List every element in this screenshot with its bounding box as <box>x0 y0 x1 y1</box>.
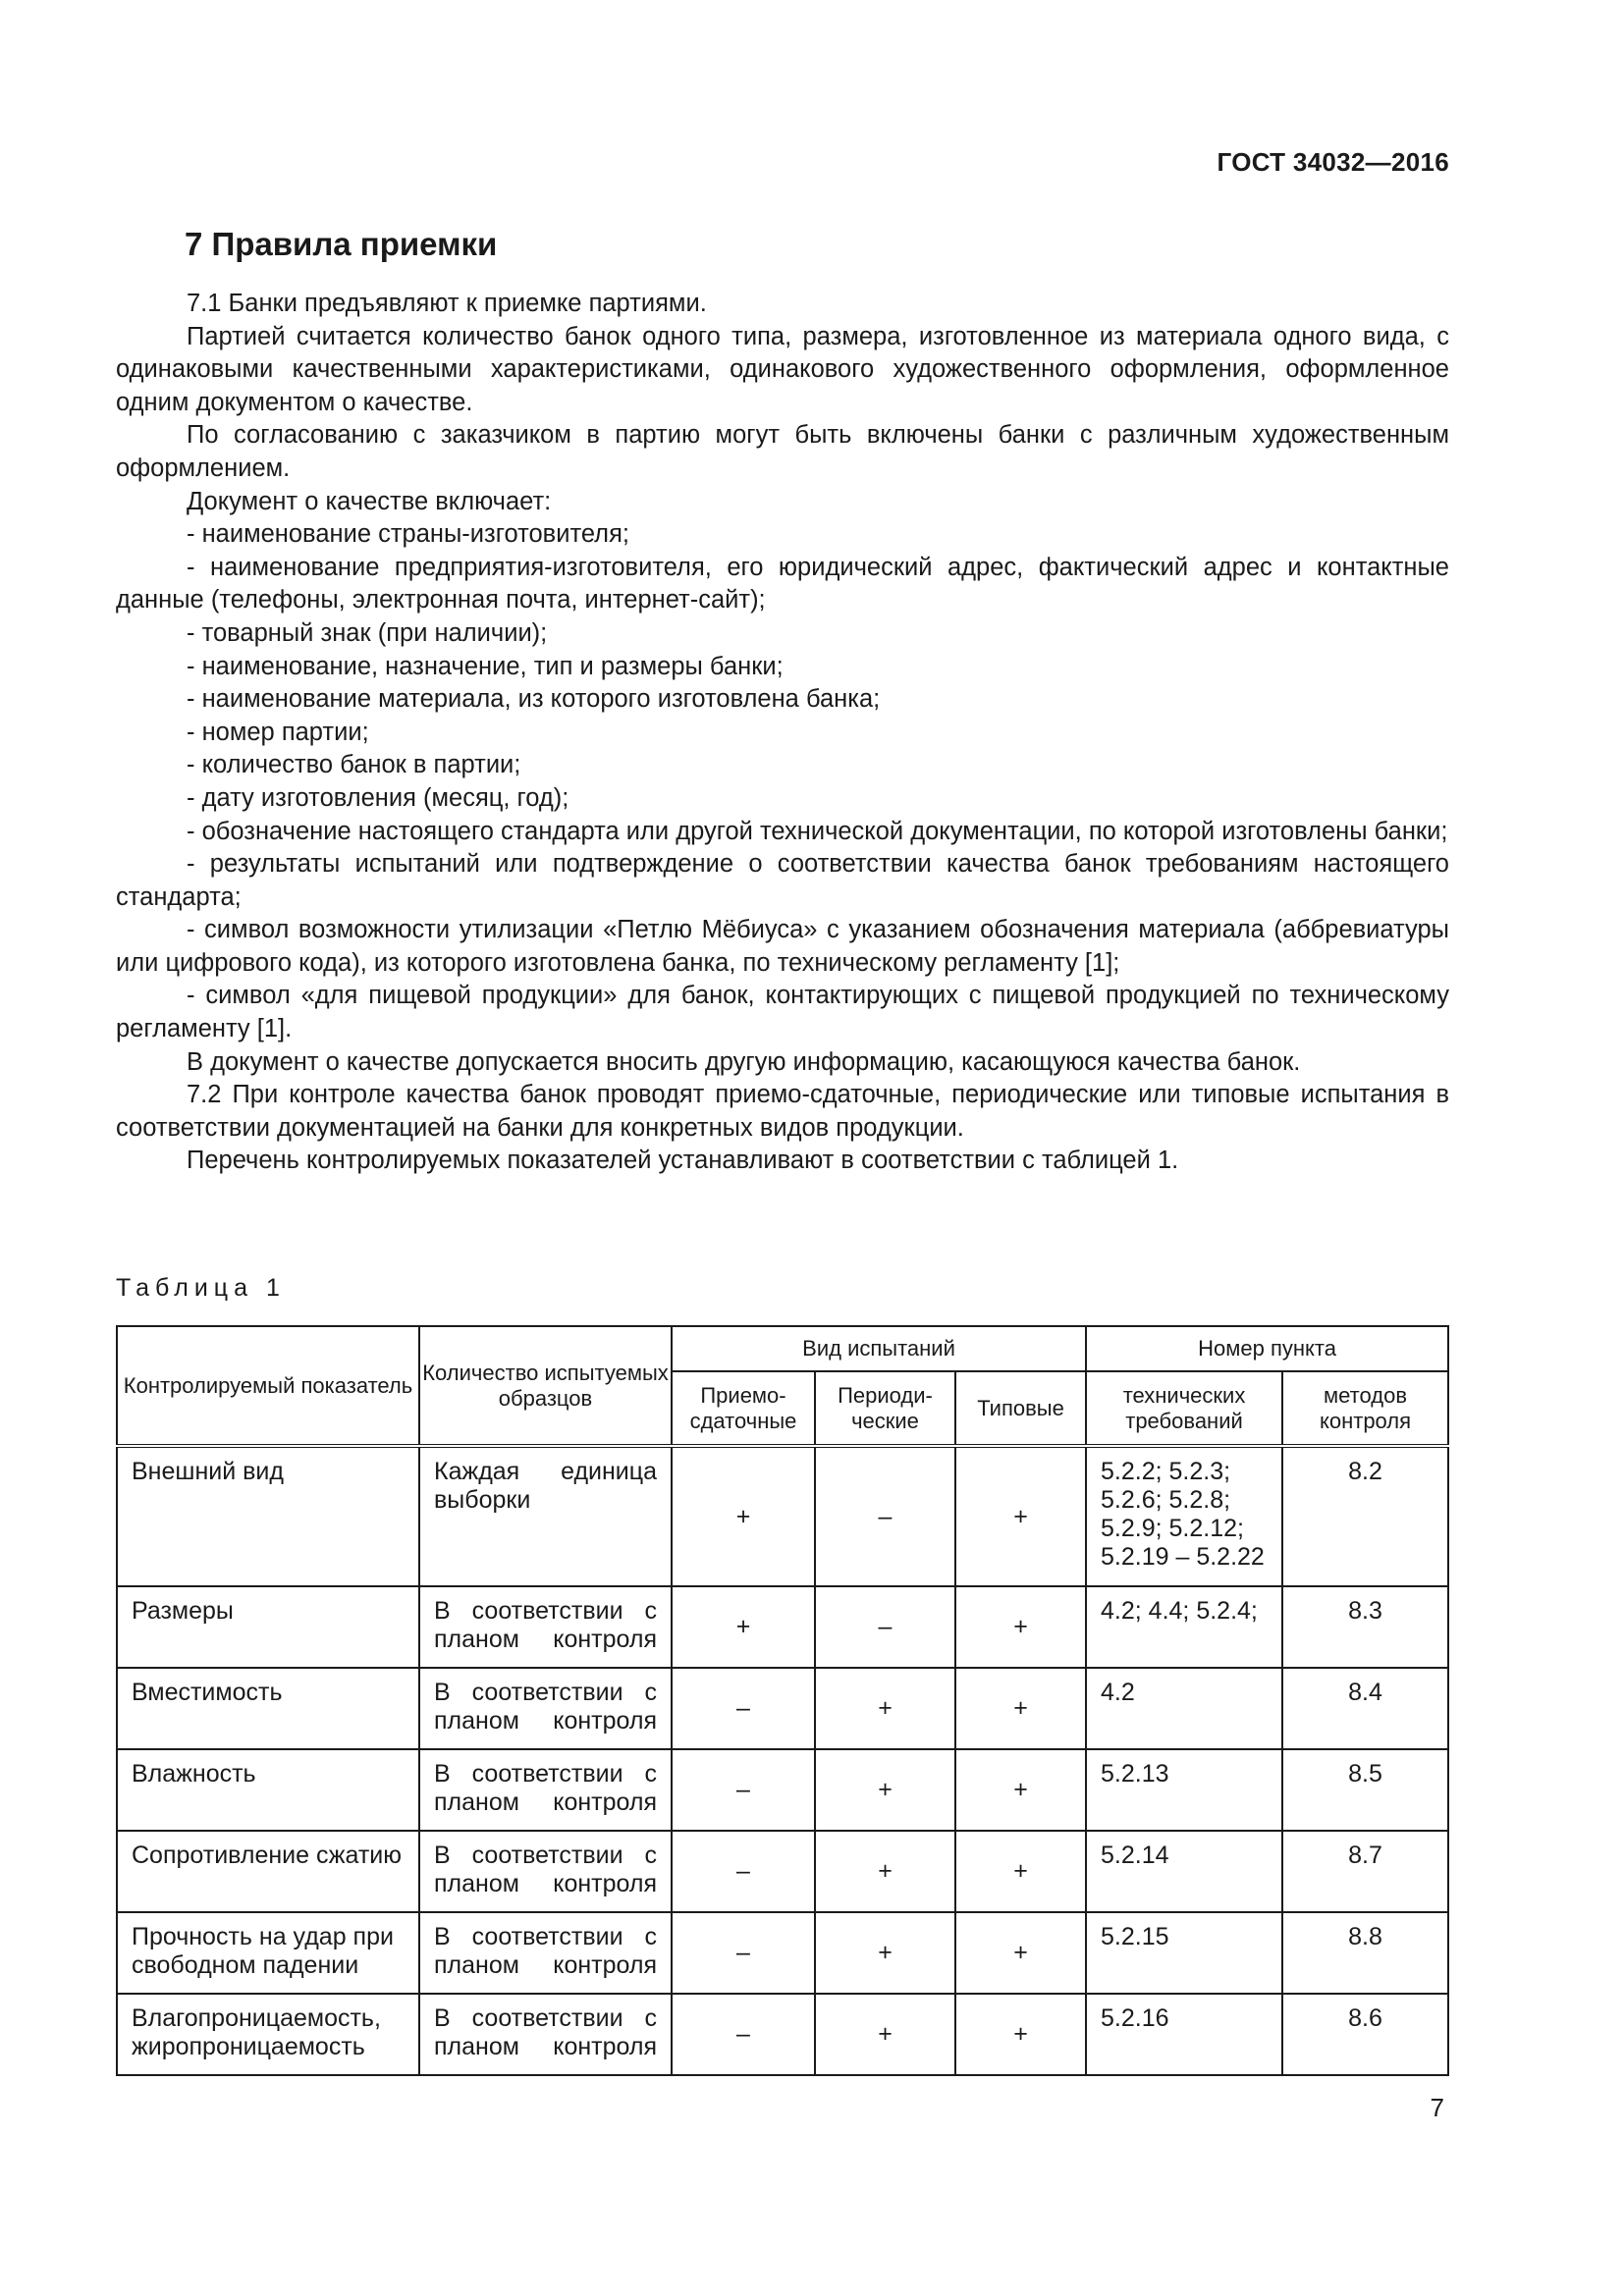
list-item: - наименование предприятия-изготовителя, его юридический адрес, фактический адрес и контактные данные (телефоны, электронная почта, интернет-сайт); <box>116 553 1449 614</box>
cell-typical: + <box>955 1994 1086 2075</box>
cell-acceptance: – <box>672 1749 815 1831</box>
cell-acceptance: + <box>672 1586 815 1668</box>
cell-typical: + <box>955 1586 1086 1668</box>
cell-typical: + <box>955 1749 1086 1831</box>
cell-indicator: Прочность на удар при свободном падении <box>117 1912 419 1994</box>
page-number: 7 <box>1430 2093 1444 2122</box>
cell-count: В соответствии с планом контроля <box>419 1586 672 1668</box>
cell-methods: 8.3 <box>1282 1586 1448 1668</box>
cell-indicator: Внешний вид <box>117 1446 419 1586</box>
cell-indicator: Сопротивление сжатию <box>117 1831 419 1912</box>
list-item: - товарный знак (при наличии); <box>187 618 548 647</box>
cell-acceptance: – <box>672 1831 815 1912</box>
cell-typical: + <box>955 1446 1086 1586</box>
list-item: - номер партии; <box>187 718 369 746</box>
section-title: 7 Правила приемки <box>185 226 498 262</box>
list-item: - наименование, назначение, тип и размеры банки; <box>187 652 784 680</box>
table-row <box>117 1446 1448 1586</box>
cell-tech-req: 5.2.13 <box>1086 1749 1282 1831</box>
paragraph: В документ о качестве допускается вносить другую информацию, касающуюся качества банок. <box>187 1047 1301 1076</box>
cell-periodic: + <box>815 1749 955 1831</box>
header-clause: Номер пункта <box>1086 1326 1448 1371</box>
table-row <box>117 1912 1448 1994</box>
cell-methods: 8.8 <box>1282 1912 1448 1994</box>
header-tech-req: технических требований <box>1086 1371 1282 1446</box>
cell-typical: + <box>955 1668 1086 1749</box>
cell-tech-req: 4.2; 4.4; 5.2.4; <box>1086 1586 1282 1668</box>
header-methods: методов контроля <box>1282 1371 1448 1446</box>
header-test-type: Вид испытаний <box>672 1326 1086 1371</box>
section-body <box>116 288 1449 1178</box>
cell-tech-req: 5.2.15 <box>1086 1912 1282 1994</box>
cell-methods: 8.4 <box>1282 1668 1448 1749</box>
cell-indicator: Размеры <box>117 1586 419 1668</box>
cell-count: В соответствии с планом контроля <box>419 1912 672 1994</box>
header-periodic: Периоди-ческие <box>815 1371 955 1446</box>
cell-acceptance: – <box>672 1994 815 2075</box>
cell-indicator: Вместимость <box>117 1668 419 1749</box>
list-item: - символ «для пищевой продукции» для банок, контактирующих с пищевой продукцией по техническому регламенту [1]. <box>116 982 1449 1043</box>
cell-tech-req: 5.2.2; 5.2.3; 5.2.6; 5.2.8; 5.2.9; 5.2.12; 5.2.19 – 5.2.22 <box>1086 1446 1282 1586</box>
cell-acceptance: – <box>672 1668 815 1749</box>
header-indicator: Контролируемый показатель <box>117 1326 419 1446</box>
cell-tech-req: 5.2.16 <box>1086 1994 1282 2075</box>
list-item: - количество банок в партии; <box>187 751 521 779</box>
cell-indicator: Влажность <box>117 1749 419 1831</box>
cell-count: Каждая единица выборки <box>419 1446 672 1586</box>
cell-periodic: + <box>815 1668 955 1749</box>
table-row <box>117 1994 1448 2075</box>
cell-typical: + <box>955 1831 1086 1912</box>
cell-tech-req: 4.2 <box>1086 1668 1282 1749</box>
list-item: - наименование страны-изготовителя; <box>187 520 629 549</box>
cell-acceptance: – <box>672 1912 815 1994</box>
cell-acceptance: + <box>672 1446 815 1586</box>
cell-indicator: Влагопроницаемость, жиропроницаемость <box>117 1994 419 2075</box>
header-typical: Типовые <box>955 1371 1086 1446</box>
table-row <box>117 1831 1448 1912</box>
cell-methods: 8.7 <box>1282 1831 1448 1912</box>
cell-periodic: – <box>815 1586 955 1668</box>
paragraph: 7.1 Банки предъявляют к приемке партиями. <box>187 290 707 317</box>
paragraph: По согласованию с заказчиком в партию могут быть включены банки с различным художественным оформлением. <box>116 421 1449 482</box>
table-row <box>117 1586 1448 1668</box>
cell-periodic: + <box>815 1994 955 2075</box>
header-acceptance: Приемо-сдаточные <box>672 1371 815 1446</box>
cell-periodic: – <box>815 1446 955 1586</box>
cell-count: В соответствии с планом контроля <box>419 1994 672 2075</box>
cell-typical: + <box>955 1912 1086 1994</box>
cell-count: В соответствии с планом контроля <box>419 1831 672 1912</box>
cell-periodic: + <box>815 1912 955 1994</box>
list-item: - наименование материала, из которого изготовлена банка; <box>187 685 881 714</box>
cell-methods: 8.2 <box>1282 1446 1448 1586</box>
header-count: Количество испытуемых образцов <box>419 1326 672 1446</box>
list-item: - дату изготовления (месяц, год); <box>187 783 569 812</box>
cell-count: В соответствии с планом контроля <box>419 1668 672 1749</box>
paragraph: 7.2 При контроле качества банок проводят приемо-сдаточные, периодические или типовые испытания в соответствии документацией на банки для конкретных видов продукции. <box>116 1081 1449 1142</box>
cell-methods: 8.5 <box>1282 1749 1448 1831</box>
table-caption: Таблица 1 <box>116 1274 286 1302</box>
cell-count: В соответствии с планом контроля <box>419 1749 672 1831</box>
table-row <box>117 1668 1448 1749</box>
cell-methods: 8.6 <box>1282 1994 1448 2075</box>
table-row <box>117 1749 1448 1831</box>
cell-periodic: + <box>815 1831 955 1912</box>
cell-tech-req: 5.2.14 <box>1086 1831 1282 1912</box>
document-id: ГОСТ 34032—2016 <box>1217 147 1449 177</box>
list-item: - результаты испытаний или подтверждение о соответствии качества банок требованиям настоящего стандарта; <box>116 850 1449 911</box>
list-item: - символ возможности утилизации «Петлю Мёбиуса» с указанием обозначения материала (аббревиатуры или цифрового кода), из которого изготовлена банка, по техническому регламенту [1]; <box>116 916 1449 977</box>
paragraph: Партией считается количество банок одного типа, размера, изготовленное из материала одного вида, с одинаковыми качественными характеристиками, одинакового художественного оформления, оформленное одним документом о качестве. <box>116 322 1449 416</box>
inspection-table <box>116 1325 1449 2076</box>
paragraph: Документ о качестве включает: <box>187 487 552 515</box>
paragraph: Перечень контролируемых показателей устанавливают в соответствии с таблицей 1. <box>187 1147 1179 1175</box>
list-item: - обозначение настоящего стандарта или другой технической документации, по которой изготовлены банки; <box>187 817 1448 845</box>
